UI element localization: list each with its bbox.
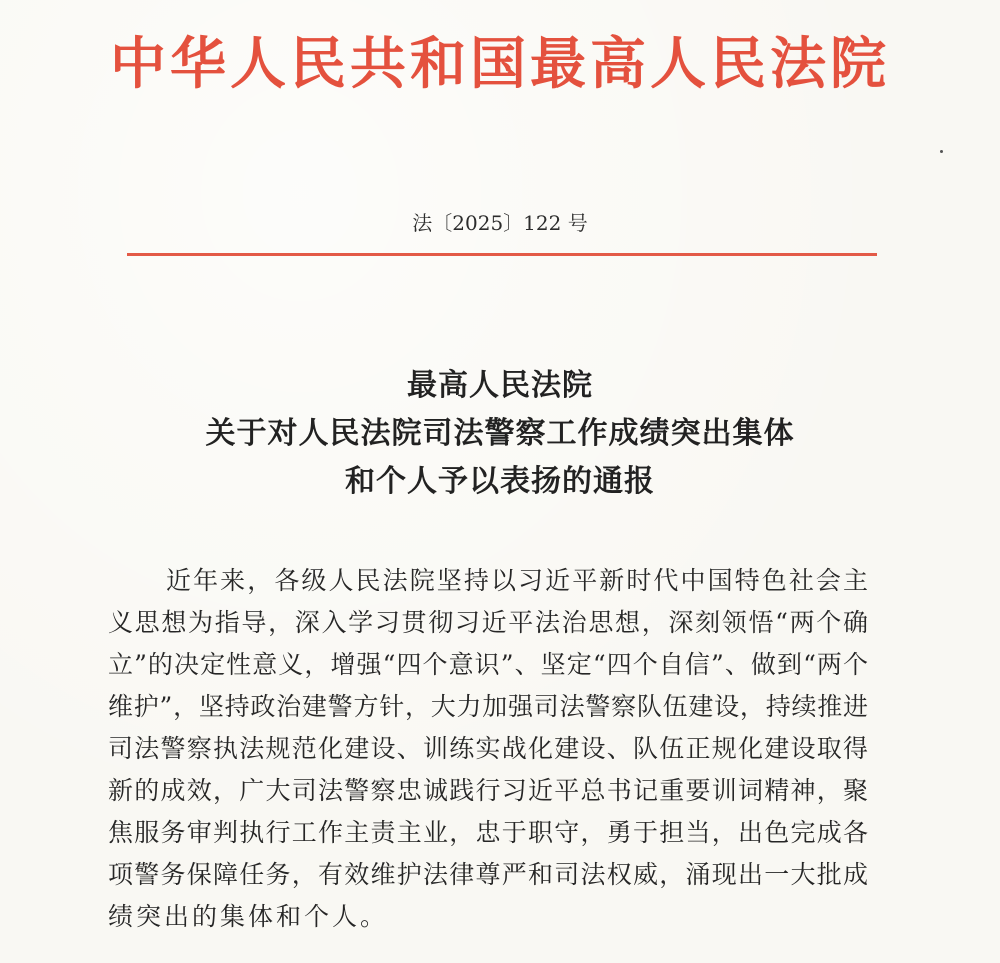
title-line-1: 最高人民法院 (407, 368, 593, 403)
body-line: 近年来，各级人民法院坚持以习近平新时代中国特色社会主 (166, 566, 868, 595)
masthead-title: 中华人民共和国最高人民法院 (110, 31, 890, 97)
body-line: 绩突出的集体和个人。 (108, 902, 389, 931)
document-title (0, 362, 1000, 506)
body-line: 新的成效，广大司法警察忠诚践行习近平总书记重要训词精神，聚 (108, 776, 868, 805)
body-line: 焦服务审判执行工作主责主业，忠于职守，勇于担当，出色完成各 (108, 818, 868, 847)
title-line-2: 关于对人民法院司法警察工作成绩突出集体 (205, 416, 795, 451)
body-line: 义思想为指导，深入学习贯彻习近平法治思想，深刻领悟“两个确 (108, 608, 868, 637)
body-line: 司法警察执法规范化建设、训练实战化建设、队伍正规化建设取得 (108, 734, 868, 763)
body-paragraph (108, 560, 868, 938)
red-divider-rule (127, 253, 877, 256)
body-line: 立”的决定性意义，增强“四个意识”、坚定“四个自信”、做到“两个 (108, 650, 868, 679)
body-line: 项警务保障任务，有效维护法律尊严和司法权威，涌现出一大批成 (108, 860, 868, 889)
title-line-3: 和个人予以表扬的通报 (345, 464, 655, 499)
document-number: 法〔2025〕122 号 (412, 211, 588, 235)
body-line: 维护”，坚持政治建警方针，大力加强司法警察队伍建设，持续推进 (108, 692, 868, 721)
paper-speck (940, 150, 943, 153)
